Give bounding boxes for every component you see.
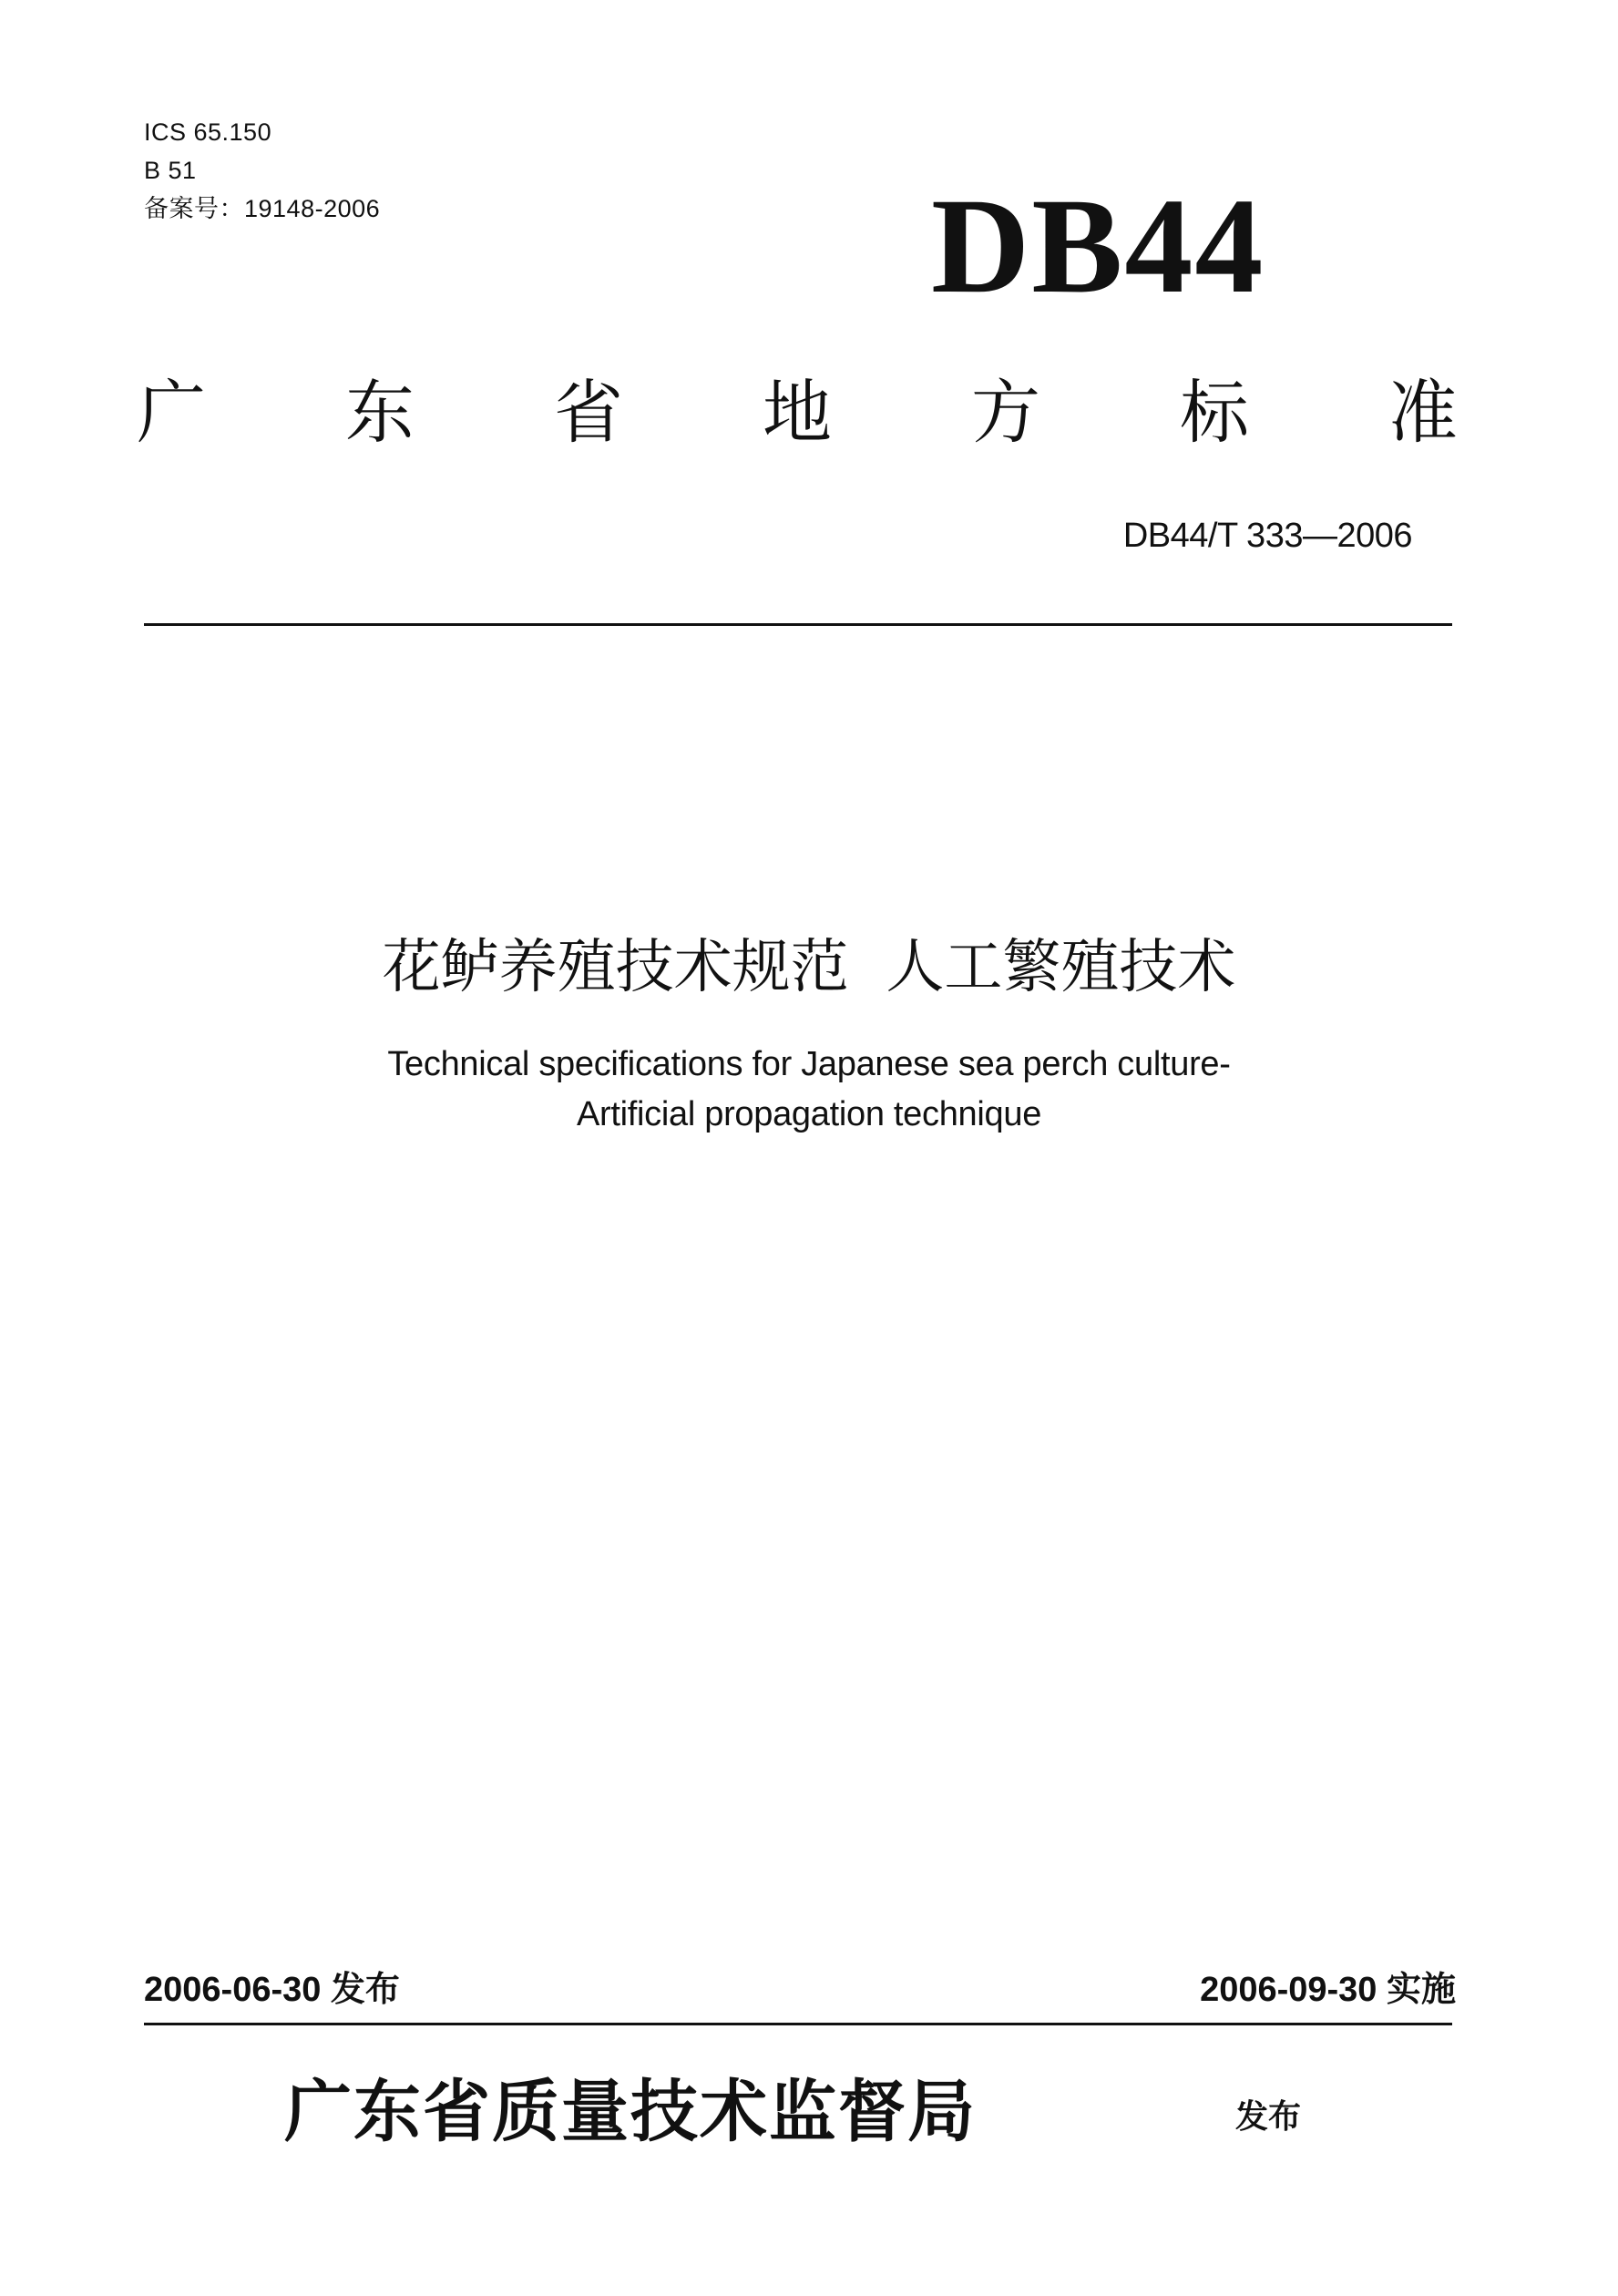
standard-code: DB44/T 333—2006 [1122, 517, 1412, 555]
title-chinese: 花鲈养殖技术规范 人工繁殖技术 [382, 934, 1236, 1001]
ics-code: ICS 65.150 [144, 118, 272, 146]
standard-type-char: 标 [1180, 372, 1249, 453]
standard-type-char: 广 [137, 372, 206, 453]
standard-type-char: 东 [345, 372, 415, 453]
standard-type-char: 方 [971, 372, 1040, 453]
top-divider [144, 623, 1452, 626]
db-mark: DB44 [931, 170, 1265, 322]
standard-type-char: 地 [763, 372, 832, 453]
filing-number: 备案号：19148-2006 [144, 195, 381, 222]
issuer-action: 发布 [1235, 2097, 1302, 2135]
issue-date: 2006-06-30 发布 [144, 1971, 400, 2009]
bottom-divider [144, 2023, 1452, 2025]
issuer-name: 广东省质量技术监督局 [284, 2073, 977, 2151]
standard-type-char: 准 [1388, 372, 1458, 453]
implementation-date: 2006-09-30 实施 [1200, 1971, 1456, 2009]
standard-type-char: 省 [554, 372, 623, 453]
title-english-line-1: Technical specifications for Japanese sea perch culture- [387, 1045, 1231, 1083]
ccs-code: B 51 [144, 157, 197, 184]
standard-type [137, 363, 1458, 463]
title-english-line-2: Artificial propagation technique [576, 1095, 1042, 1133]
